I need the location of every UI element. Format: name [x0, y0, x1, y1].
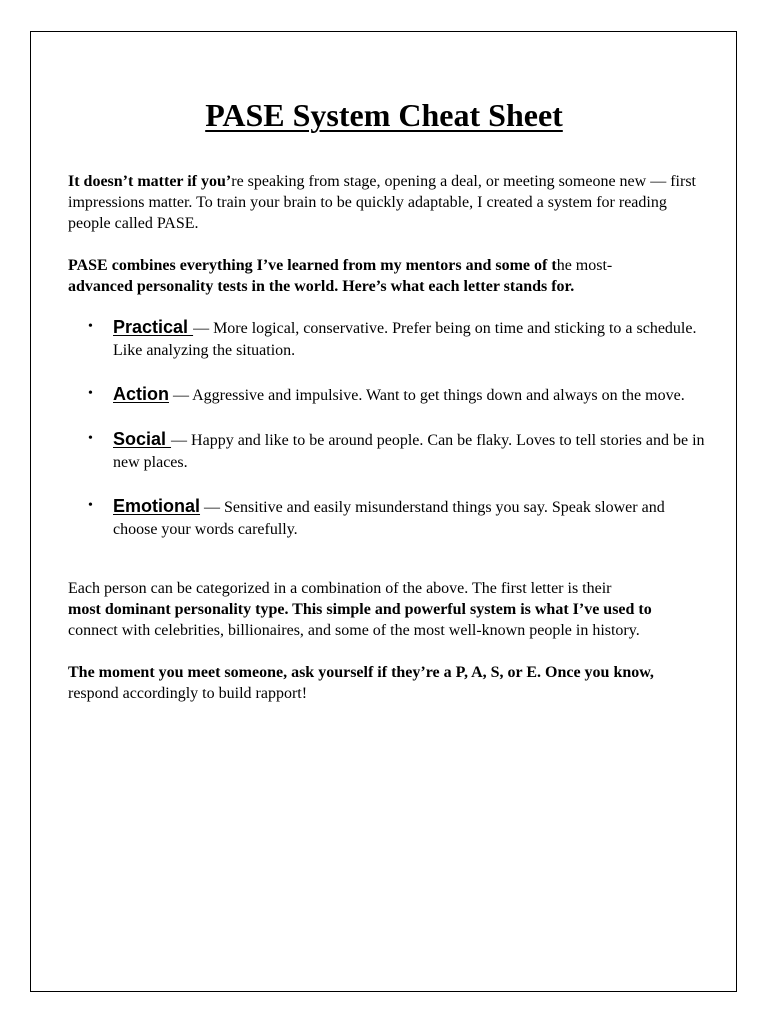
- bullet-icon: •: [88, 431, 93, 446]
- bullet-icon: •: [88, 386, 93, 401]
- closing-bold-text: The moment you meet someone, ask yourself if they’re a P, A, S, or E. Once you know,: [68, 664, 654, 681]
- categorize-bold-text: most dominant personality type. This simple and powerful system is what I’ve used to: [68, 601, 652, 618]
- combines-tail-text: advanced personality tests in the world. Here’s what each letter stands for.: [68, 278, 575, 295]
- intro-body-text: re speaking from stage, opening a deal, or meeting someone new — first impressions matter. To train your brain to be quickly adaptable, I created a system for reading people called PASE.: [68, 173, 696, 232]
- combines-paragraph: [68, 255, 708, 297]
- type-description: More logical, conservative. Prefer being on time and sticking to a schedule. Like analyzing the situation.: [113, 320, 697, 359]
- bullet-icon: •: [88, 319, 93, 334]
- intro-paragraph: [68, 171, 708, 234]
- list-item: [68, 428, 708, 474]
- type-separator: —: [171, 432, 192, 449]
- list-item: [68, 383, 708, 407]
- type-separator: —: [200, 499, 225, 516]
- type-term-action: Action: [113, 384, 169, 404]
- type-description: Sensitive and easily misunderstand things you say. Speak slower and choose your words carefully.: [113, 499, 665, 538]
- personality-type-list: [68, 316, 708, 562]
- categorize-paragraph: [68, 578, 708, 641]
- type-term-social: Social: [113, 429, 172, 449]
- type-separator: —: [169, 387, 193, 404]
- combines-lead-text: PASE combines everything I’ve learned from my mentors and some of t: [68, 257, 557, 274]
- categorize-lead-text: Each person can be categorized in a combination of the above. The first letter is their: [68, 580, 612, 597]
- type-separator: —: [193, 320, 214, 337]
- bullet-icon: •: [88, 498, 93, 513]
- intro-lead-text: It doesn’t matter if you’: [68, 173, 232, 190]
- type-description: Happy and like to be around people. Can be flaky. Loves to tell stories and be in new places.: [113, 432, 705, 471]
- page-title: PASE System Cheat Sheet: [205, 97, 563, 133]
- closing-paragraph: [68, 662, 708, 704]
- list-item: [68, 316, 708, 362]
- type-term-practical: Practical: [113, 317, 194, 337]
- categorize-tail-text: connect with celebrities, billionaires, and some of the most well-known people in history.: [68, 622, 640, 639]
- type-description: Aggressive and impulsive. Want to get things down and always on the move.: [192, 387, 685, 404]
- type-term-emotional: Emotional: [113, 496, 201, 516]
- list-item: [68, 495, 708, 541]
- combines-mid-text: he most-: [556, 257, 613, 274]
- closing-tail-text: respond accordingly to build rapport!: [68, 685, 308, 702]
